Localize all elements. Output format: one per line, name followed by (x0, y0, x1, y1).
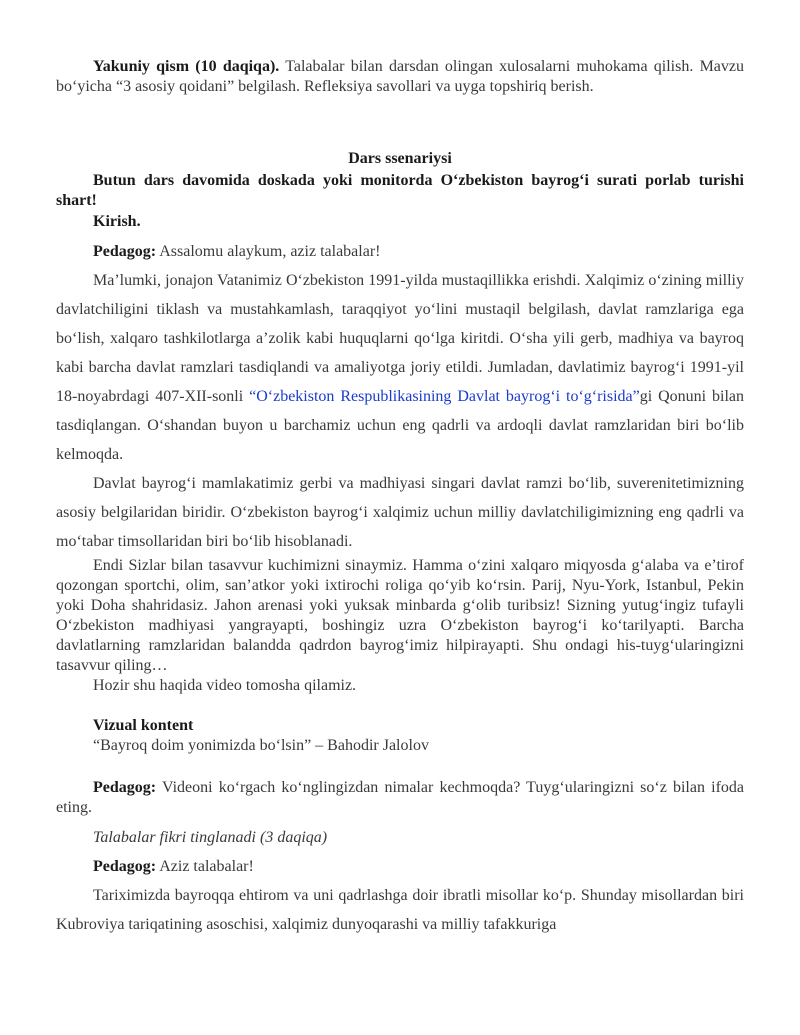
paragraph-video: Hozir shu haqida video tomosha qilamiz. (93, 677, 357, 694)
intro-text: Talabalar bilan darsdan olingan xulosalarni muhokama qilish. Mavzu bo‘yicha “3 asosiy qoidani” belgilash. Refleksiya savollari va uyga topshiriq berish. (56, 58, 744, 95)
intro-bold: Yakuniy qism (10 daqiqa). (93, 58, 280, 75)
requirement-note: Butun dars davomida doskada yoki monitorda O‘zbekiston bayrog‘i surati porlab turishi shart! (56, 172, 744, 209)
visual-item: “Bayroq doim yonimizda bo‘lsin” – Bahodir Jalolov (93, 737, 429, 754)
paragraph-examples: Tariximizda bayroqqa ehtirom va uni qadrlashga doir ibratli misollar ko‘p. Shunday misollardan biri Kubroviya tariqatining asoschisi, xalqimiz dunyoqarashi va milliy tafakkuriga (56, 887, 744, 933)
paragraph-students-listen: Talabalar fikri tinglanadi (3 daqiqa) (93, 829, 328, 846)
paragraph-question: Pedagog: Videoni ko‘rgach ko‘nglingizdan nimalar kechmoqda? Tuyg‘ularingizni so‘z bilan ifoda eting. (56, 779, 744, 816)
paragraph-imagination: Endi Sizlar bilan tasavvur kuchimizni sinaymiz. Hamma o‘zini xalqaro miqyosda g‘alaba va e’tirof qozongan sportchi, olim, san’atkor yoki ixtirochi roliga qo‘yib ko‘rsin. Parij, Nyu-York, Istanbul, Pekin yoki Doha shahridasiz. Jahon arenasi yoki yuksak minbarda g‘olib turibsiz! Sizning yutug‘ingiz tufayli O‘zbekiston madhiyasi yangrayapti, boshingiz uzra O‘zbekiston bayrog‘i ko‘tarilyapti. Barcha davlatlarning ramzlaridan balandda qadrdon bayrog‘imiz hilpirayapti. Shu ondagi his-tuyg‘ularingizni tasavvur qiling… (56, 557, 744, 674)
section-kirish: Kirish. (93, 213, 141, 230)
paragraph-address: Pedagog: Aziz talabalar! (93, 858, 254, 875)
law-link[interactable]: “O‘zbekiston Respublikasining Davlat bayrog‘i to‘g‘risida” (249, 388, 640, 405)
paragraph-flag-symbol: Davlat bayrog‘i mamlakatimiz gerbi va madhiyasi singari davlat ramzi bo‘lib, suverenitetimizning asosiy belgilaridan biridir. O‘zbekiston bayrog‘i xalqimiz uchun milliy davlatchiligimizning eng qadrli va mo‘tabar timsollaridan biri bo‘lib hisoblanadi. (56, 475, 744, 550)
doc-title: Dars ssenariysi (348, 150, 452, 167)
paragraph-history: Ma’lumki, jonajon Vatanimiz O‘zbekiston 1991-yilda mustaqillikka erishdi. Xalqimiz o‘zining milliy davlatchiligini tiklash va mustahkamlash, taraqqiyot yo‘lini mustaqil belgilash, davlat ramzlariga ega bo‘lish, xalqaro tashkilotlarga a’zolik kabi huquqlarni qo‘lga kiritdi. O‘sha yili gerb, madhiya va bayroq kabi barcha davlat ramzlari tasdiqlandi va amaliyotga joriy etildi. Jumladan, davlatimiz bayrog‘i 1991-yil 18-noyabrdagi 407-XII-sonli “O‘zbekiston Respublikasining Davlat bayrog‘i to‘g‘risida”gi Qonuni bilan tasdiqlangan. O‘shandan buyon u barchamiz uchun eng qadrli va ardoqli davlat ramzlaridan biri bo‘lib kelmoqda. (56, 272, 744, 463)
speaker-label: Pedagog: (93, 243, 157, 260)
paragraph-greeting: Pedagog: Assalomu alaykum, aziz talabalar! (93, 243, 381, 260)
visual-heading: Vizual kontent (93, 717, 194, 734)
intro-paragraph (56, 57, 744, 97)
